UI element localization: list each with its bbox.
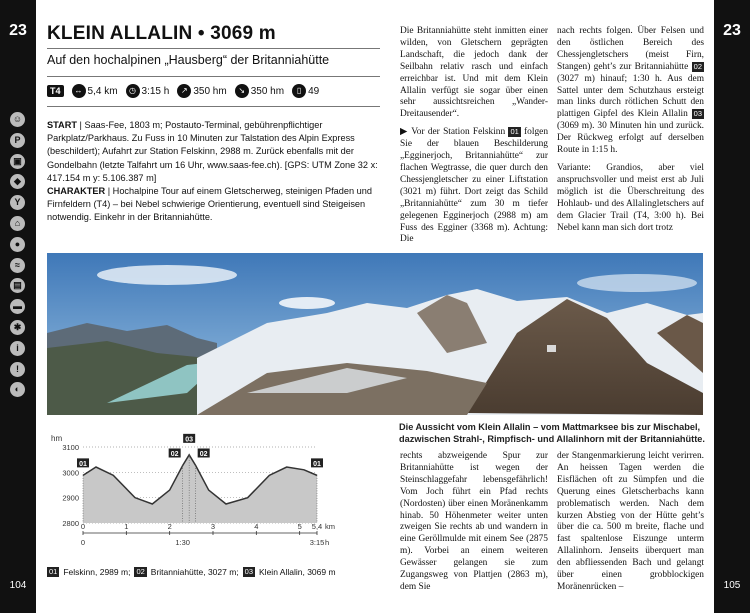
title-rule bbox=[47, 48, 380, 49]
text-column-3 bbox=[400, 451, 548, 600]
page-number-left: 104 bbox=[9, 580, 27, 591]
viewpoint-icon: ● bbox=[10, 237, 25, 252]
left-sidebar bbox=[0, 0, 36, 613]
icon-column bbox=[10, 112, 26, 403]
legend-text-3: Klein Allalin, 3069 m bbox=[259, 567, 336, 577]
legend-text-2: Britanniahütte, 3027 m; bbox=[150, 567, 239, 577]
y-tick-label: 3000 bbox=[62, 468, 79, 478]
panorama-photo bbox=[47, 253, 703, 415]
difficulty-tag: T4 bbox=[47, 85, 64, 97]
stat-distance bbox=[72, 84, 118, 98]
stat-descent bbox=[235, 84, 284, 98]
elevation-profile-svg bbox=[47, 427, 347, 559]
charakter-label: CHARAKTER bbox=[47, 186, 106, 197]
stats-rule bbox=[47, 106, 380, 107]
x-tick-label-h: 1:30 bbox=[175, 538, 190, 547]
stat-ascent bbox=[177, 84, 226, 98]
col2-paragraph-2: Variante: Grandios, aber viel anspruchsvoller und meist erst ab Juli möglich ist die Überschreitung des Hohlaub- und des Allalingletschers auf dem Glacier Trail (T4, 3:00 h). Bei Nebel kann man sich dort trotz bbox=[557, 162, 704, 233]
dog-icon: ▬ bbox=[10, 299, 25, 314]
waypoint-label: 02 bbox=[199, 450, 208, 458]
text-column-2 bbox=[557, 26, 704, 240]
col4-paragraph-1: der Stangenmarkierung leicht verirren. An heissen Tagen werden die Eisflächen oft zu Sümpfen und die Querung eines Gletscherbachs kann problematisch werden. Nach dem kurzen Abstieg von der Hütte geht’s über die ca. 500 m breite, flache und fast spaltenlose Eiszunge unterm Allalinhorn. Jenseits überquert man den abfliessenden Bach und gelangt über einen grobblockigen Moränenrücken – bbox=[557, 451, 704, 592]
page-number-right: 105 bbox=[723, 580, 741, 591]
x-tick-label-km: 5,4 bbox=[311, 522, 323, 531]
text-column-1 bbox=[400, 26, 548, 252]
x-tick-label-h: 0 bbox=[80, 538, 86, 547]
subtitle-rule bbox=[47, 76, 380, 77]
col3-paragraph-1: rechts abzweigende Spur zur Britanniahütte ist wegen der Steinschlaggefahr lebensgefährlich! Vom Joch führt ein Pfad rechts (Nordosten) über einen Moränenkamm hinab. 50 Höhenmeter weiter unten zweigen Sie rechts ab und wandern in eine Geröllmulde mit einem See (2875 m). Vorbei an einem weiteren Gewässer gelangen sie zum Zugangsweg von Plattjen (2863 m), dem Sie bbox=[400, 451, 548, 592]
text-column-4 bbox=[557, 451, 704, 600]
waypoint-label: 02 bbox=[170, 450, 179, 458]
x-tick-label-km: 2 bbox=[167, 522, 172, 531]
col2-p1-pre: nach rechts folgen. Über Felsen und den östlichen Bereich des Chessjengletschers (meist Firn, Stangen) geht’s zur Britanniahütte bbox=[557, 26, 704, 72]
y-axis-label: hm bbox=[51, 434, 63, 443]
panorama-illustration bbox=[47, 253, 703, 415]
waypoint-label: 03 bbox=[185, 436, 194, 444]
elevation-profile-chart bbox=[47, 427, 347, 559]
waypoint-ref: 02 bbox=[693, 61, 702, 71]
toilet-icon: ▤ bbox=[10, 278, 25, 293]
number-value: 49 bbox=[308, 85, 320, 97]
distance-icon: ↔ bbox=[72, 84, 86, 98]
y-tick-label: 2800 bbox=[62, 519, 79, 528]
info-icon: i bbox=[10, 341, 25, 356]
stat-time bbox=[126, 84, 170, 98]
legend-ref-1: 01 bbox=[49, 567, 58, 576]
waypoint-label: 01 bbox=[313, 460, 321, 468]
profile-area bbox=[83, 455, 317, 523]
charakter-text: | Hochalpine Tour auf einem Gletscherweg, steinigen Pfaden und Firnfeldern (T4) – bei Nebel schwierige Orientierung, eventuell sind Steigeisen notwendig. Einkehr in der Britanniahütte. bbox=[47, 186, 372, 223]
lake-icon: ≈ bbox=[10, 258, 25, 273]
waypoint-ref: 03 bbox=[693, 109, 702, 119]
start-text: | Saas-Fee, 1803 m; Postauto-Terminal, gebührenpflichtiger Parkplatz/Parkhaus. Zu Fuss in 10 Minuten zur Talstation des Alpin Express (beschildert); Aufahrt zur Station Felskinn, 2988 m. Zurück ebenfalls mit der Gondelbahn (letzte Talfahrt um 16 Uhr, www.saas-fee.ch). [GPS: UTM Zone 32 x: 417.154 m y: 5.106.387 m] bbox=[47, 120, 378, 183]
cablecar-icon: ◆ bbox=[10, 174, 25, 189]
section-number-right: 23 bbox=[723, 22, 741, 39]
ascent-icon: ↗ bbox=[177, 84, 191, 98]
right-sidebar bbox=[714, 0, 750, 613]
legend-text-1: Felskinn, 2989 m; bbox=[63, 567, 131, 577]
photo-caption: Die Aussicht vom Klein Allalin – vom Mattmarksee bis zur Mischabel, dazwischen Strahl-, Rimpfisch- und Allalinhorn mit der Britanniahütte. bbox=[399, 422, 705, 444]
family-icon: ☺ bbox=[10, 112, 25, 127]
tour-stats bbox=[47, 80, 387, 102]
parking-icon: P bbox=[10, 133, 25, 148]
hut-icon: ⌂ bbox=[10, 216, 25, 231]
danger-icon: ! bbox=[10, 362, 25, 377]
x-tick-label-km: 1 bbox=[124, 522, 129, 531]
col1-paragraph-2 bbox=[400, 127, 548, 246]
legend-ref-3: 03 bbox=[244, 567, 254, 576]
col2-p1-post: (3069 m). 30 Minuten hin und zurück. Der Rückweg erfolgt auf derselben Route in 1:15 h. bbox=[557, 121, 704, 156]
x-tick-label-km: 0 bbox=[80, 522, 86, 531]
waypoint-legend bbox=[47, 566, 347, 578]
tour-title: KLEIN ALLALIN • 3069 m bbox=[47, 23, 276, 44]
y-tick-label: 3100 bbox=[62, 443, 79, 452]
col2-paragraph-1 bbox=[557, 26, 704, 157]
y-tick-label: 2900 bbox=[62, 493, 79, 503]
section-number-left: 23 bbox=[9, 22, 27, 39]
col1-p2-pre: Vor der Station Felskinn bbox=[408, 127, 509, 138]
clock-icon: ◷ bbox=[126, 84, 140, 98]
stat-number bbox=[292, 84, 319, 98]
x-tick-label-km: 4 bbox=[254, 522, 259, 531]
descent-value: 350 hm bbox=[250, 85, 285, 97]
col1-p2-post: folgen Sie der blauen Beschilderung „Egginerjoch, Britanniahütte“ zur flachen Wegtrasse, die quer durch den Chessjengletscher zu einer Liftstation (3021 m) führt. Dort zeigt das Schild „Britanniahütte“ zum 30 m tiefer gelegenen Egginerjoch (2988 m) am Fuss des Egginer (3368 m). Achtung: Die bbox=[400, 127, 549, 245]
arrow-icon: ▶ bbox=[400, 127, 409, 138]
waypoint-ref: 01 bbox=[510, 127, 519, 137]
x-axis-label-km: km bbox=[325, 522, 335, 531]
col1-paragraph-1: Die Britanniahütte steht inmitten einer wilden, von Gletschern geprägten Landschaft, die jedoch dank der Seilbahn relativ rasch und einfach erreichbar ist. Und mit dem Klein Allalin verfügt sie sogar über einen sehr aussichtsreichen „Wander-Dreitausender“. bbox=[400, 26, 548, 120]
distance-value: 5,4 km bbox=[87, 85, 118, 97]
start-label: START bbox=[47, 120, 77, 130]
time-value: 3:15 h bbox=[141, 85, 170, 97]
bottle-icon: ▯ bbox=[292, 84, 306, 98]
season-icon: ◐ bbox=[10, 382, 25, 397]
ascent-value: 350 hm bbox=[193, 85, 227, 97]
legend-ref-2: 02 bbox=[136, 567, 145, 576]
tour-info bbox=[47, 119, 382, 225]
waypoint-label: 01 bbox=[79, 460, 87, 468]
x-tick-label-km: 5 bbox=[297, 522, 302, 531]
bus-icon: ▣ bbox=[10, 154, 25, 169]
snow-icon: ✱ bbox=[10, 320, 25, 335]
descent-icon: ↘ bbox=[235, 84, 249, 98]
x-tick-label-km: 3 bbox=[210, 522, 216, 531]
tour-subtitle: Auf den hochalpinen „Hausberg“ der Britanniahütte bbox=[47, 53, 330, 67]
x-axis-label-h: h bbox=[325, 538, 330, 547]
restaurant-icon: Y bbox=[10, 195, 25, 210]
col2-p1-mid: (3027 m) hinauf; 1:30 h. Aus dem Sattel unter dem Schutzhaus ersteigt man links durch rötlichen Schutt den plattigen Gipfel des Klein Allalin bbox=[557, 73, 704, 120]
x-tick-label-h: 3:15 bbox=[309, 538, 325, 547]
